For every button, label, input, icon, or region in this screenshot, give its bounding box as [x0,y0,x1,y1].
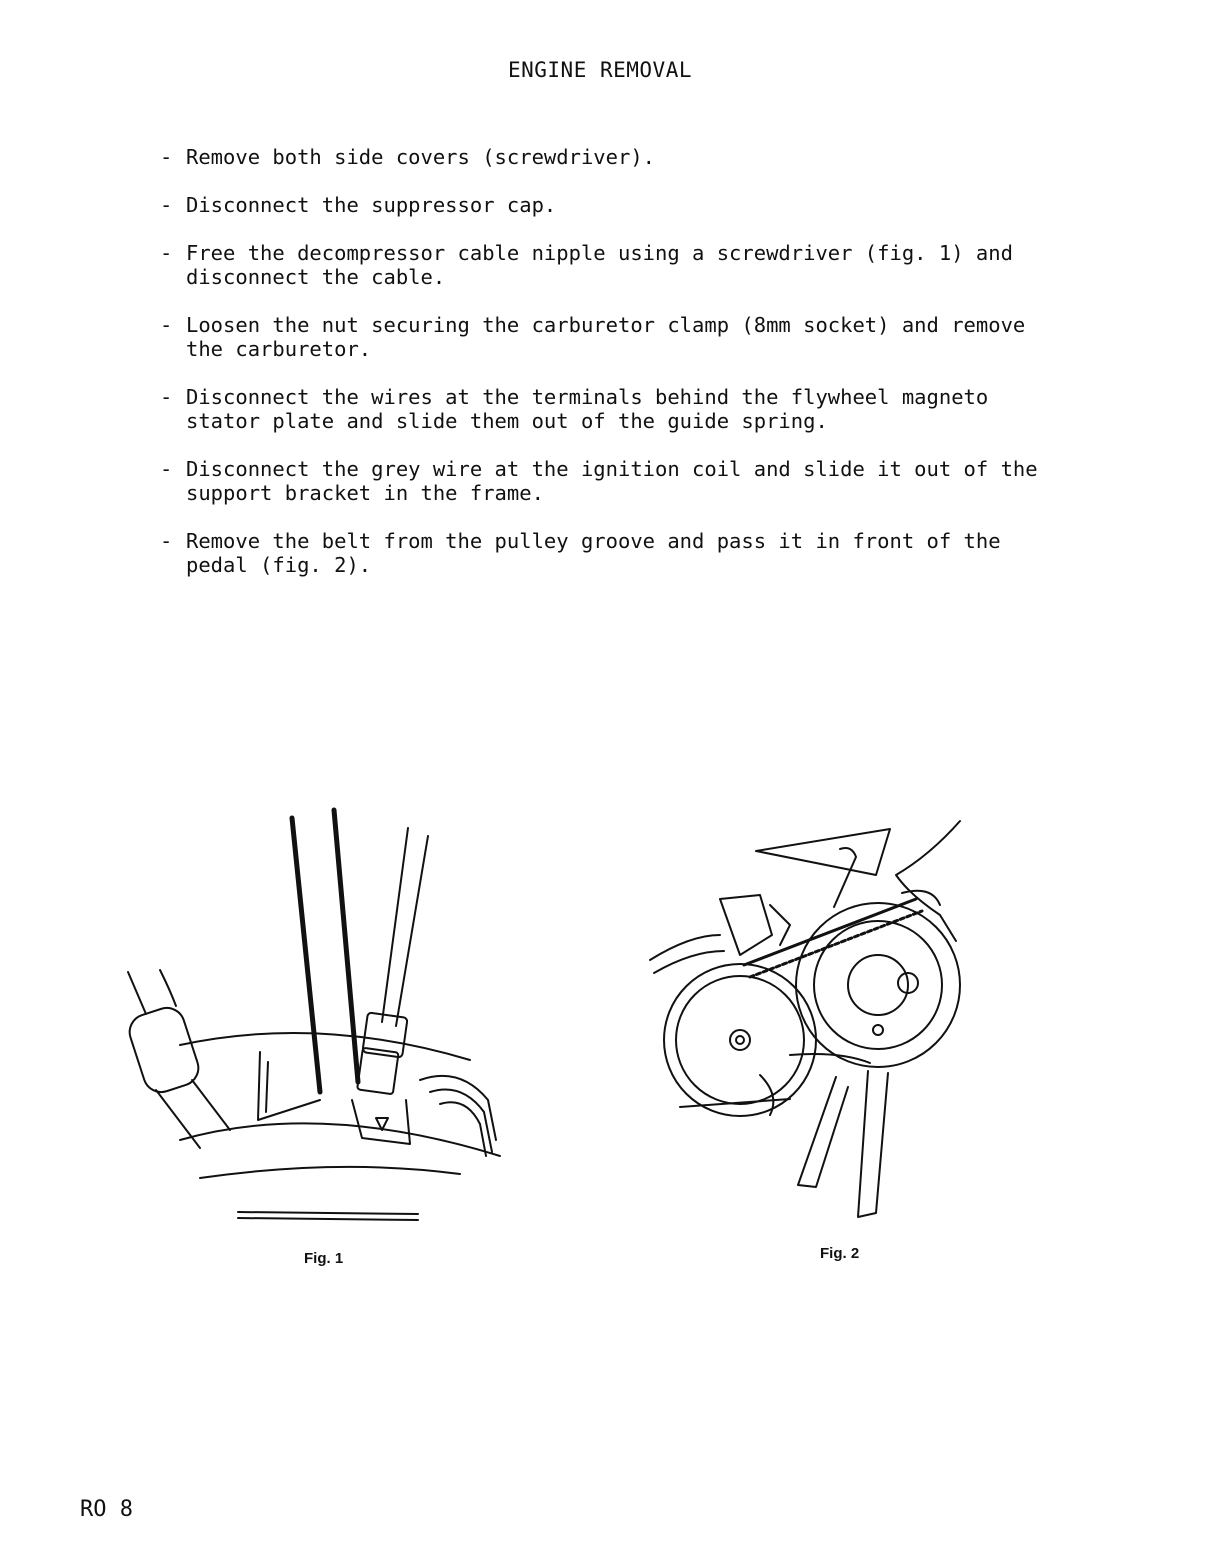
crankcase-line [238,1218,418,1220]
driven-pulley [814,921,942,1049]
nipple-bracket [352,1100,410,1144]
bullet-dash: - [160,385,173,409]
pulley-hub [736,1036,744,1044]
list-item [160,529,1040,577]
bullet-dash: - [160,241,173,265]
crankcase-line [238,1212,418,1214]
page-title: ENGINE REMOVAL [507,58,692,82]
bullet-dash: - [160,457,173,481]
engine-cover [180,1033,470,1060]
pedal-crank [858,1071,888,1217]
page-number: RO 8 [80,1497,133,1522]
figure-2-caption: Fig. 2 [820,1245,860,1262]
engine-block [720,895,772,955]
list-item [160,145,1040,169]
figure-2-illustration [640,815,980,1225]
bullet-dash: - [160,529,173,553]
figure-1-caption: Fig. 1 [304,1250,344,1267]
step-text: Loosen the nut securing the carburetor clamp (8mm socket) and remove the carburetor. [186,313,1026,361]
hand [896,821,960,941]
bullet-dash: - [160,193,173,217]
drive-belt [744,899,916,965]
list-item [160,313,1040,361]
engine-cover [266,1062,268,1112]
pulley-hub [873,1025,883,1035]
bullet-dash: - [160,145,173,169]
suppressor-cap [156,1090,200,1148]
cable [396,836,428,1026]
frame-tube [654,951,724,973]
list-item [160,193,1040,217]
step-text: Disconnect the suppressor cap. [186,193,557,217]
drive-pulley [676,976,804,1104]
pulley-hub [730,1030,750,1050]
instruction-list [160,145,1040,601]
screwdriver-blade [334,810,358,1082]
list-item [160,457,1040,505]
step-text: Free the decompressor cable nipple using a screwdriver (fig. 1) and disconnect the cable. [186,241,1013,289]
list-item [160,241,1040,289]
cable [382,828,408,1022]
figure-1-illustration [120,800,520,1230]
suppressor-cap [125,1003,203,1096]
crankcase-line [200,1167,460,1178]
engine-cover [440,1102,486,1156]
frame-bracket [756,829,890,875]
list-item [160,385,1040,433]
pedal-crank [798,1077,848,1187]
screwdriver-blade [292,818,320,1092]
suppressor-cap [160,970,176,1006]
frame-tube [650,935,720,960]
drive-belt [750,911,922,977]
frame-bracket [834,848,856,907]
drive-pulley [664,964,816,1116]
suppressor-cap [192,1080,230,1130]
step-text: Remove both side covers (screwdriver). [186,145,655,169]
engine-cover [420,1076,496,1140]
step-text: Disconnect the wires at the terminals behind the flywheel magneto stator plate and slide them out of the guide spring. [186,385,989,433]
step-text: Disconnect the grey wire at the ignition coil and slide it out of the support bracket in the frame. [186,457,1038,505]
suppressor-cap [128,972,146,1014]
engine-block [770,905,790,945]
step-text: Remove the belt from the pulley groove and pass it in front of the pedal (fig. 2). [186,529,1001,577]
bullet-dash: - [160,313,173,337]
